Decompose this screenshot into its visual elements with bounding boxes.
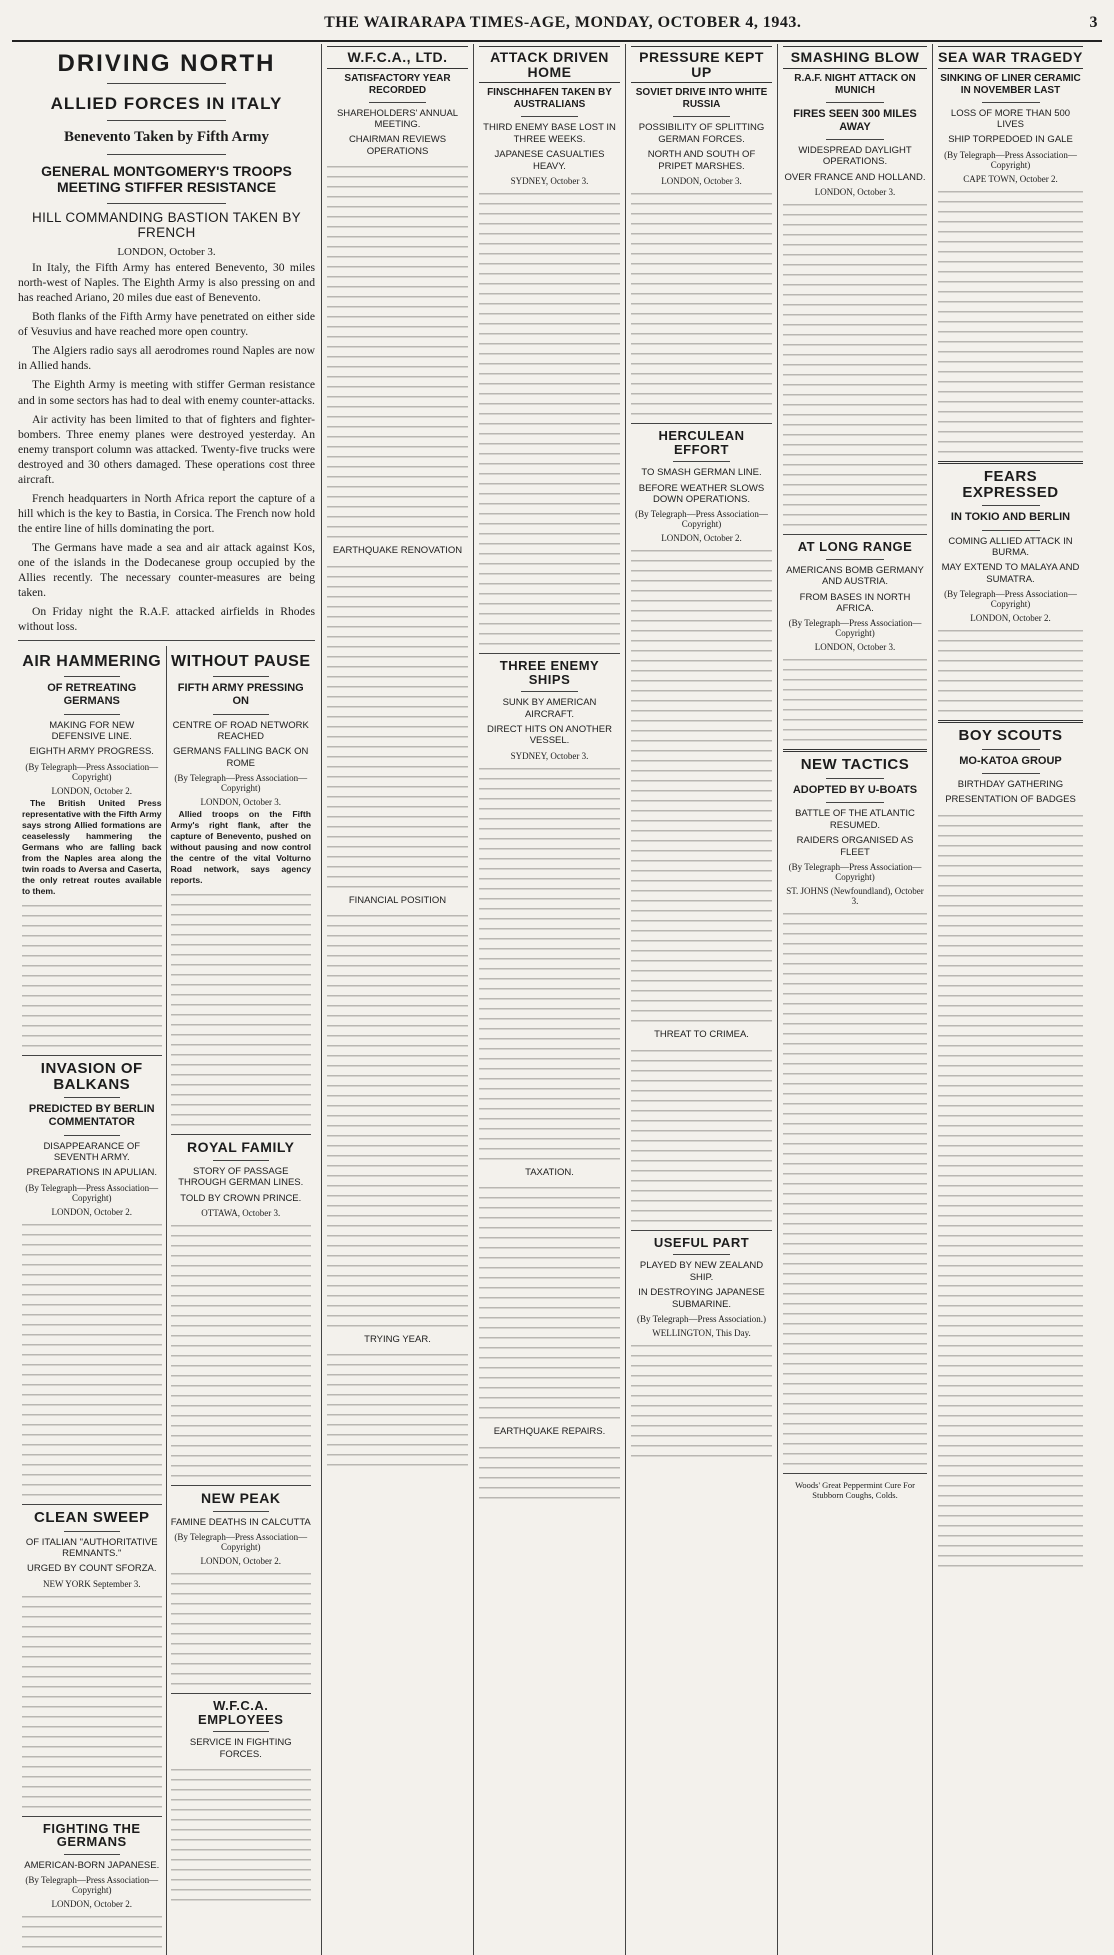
attack-sub2: THIRD ENEMY BASE LOST IN THREE WEEKS. (483, 122, 616, 145)
without-pause-sub2: CENTRE OF ROAD NETWORK REACHED (172, 719, 309, 742)
wfca-renovation: EARTHQUAKE RENOVATION (332, 545, 463, 557)
ships-title: THREE ENEMY SHIPS (499, 657, 600, 687)
ships-sub2: DIRECT HITS ON ANOTHER VESSEL. (487, 724, 612, 747)
sea-war-sub3: SHIP TORPEDOED IN GALE (948, 134, 1073, 146)
fighting-date: LONDON, October 2. (51, 1899, 132, 1910)
taxation: TAXATION. (525, 1166, 574, 1178)
new-tactics-sub: ADOPTED BY U-BOATS (792, 784, 918, 797)
text-block (327, 1349, 468, 1469)
fears-title: FEARS EXPRESSED (962, 467, 1059, 501)
wfca-sub: SATISFACTORY YEAR RECORDED (344, 72, 451, 96)
invasion-credit: (By Telegraph—Press Association—Copyright) (25, 1182, 159, 1203)
invasion-sub: PREDICTED BY BERLIN COMMENTATOR (28, 1103, 155, 1129)
sea-war-credit: (By Telegraph—Press Association—Copyright) (944, 149, 1077, 170)
text-block (171, 1764, 312, 1904)
lead-banner: DRIVING NORTH (57, 50, 276, 77)
air-body: The British United Press representative with the Fifth Army says strong Allied formations are ceaselessly hammering the Germans who are falling back from the Naples area along the twin roads to Aversa and Caserta, the only retreat routes available to them. (22, 797, 162, 896)
text-block (479, 188, 620, 648)
pressure-sub3: NORTH AND SOUTH OF PRIPET MARSHES. (647, 149, 756, 172)
sea-war-sub: SINKING OF LINER CERAMIC IN NOVEMBER LAST (940, 72, 1081, 96)
column-6 (778, 44, 933, 1955)
columns (12, 44, 1102, 1910)
invasion-title: INVASION OF BALKANS (40, 1059, 143, 1093)
herculean-date: LONDON, October 2. (661, 533, 742, 544)
royal-family-date: OTTAWA, October 3. (201, 1208, 281, 1219)
lead-para: The Eighth Army is meeting with stiffer German resistance and in some sectors has had to deal with enemy counter-attacks. (18, 378, 315, 407)
fears-sub3: MAY EXTEND TO MALAYA AND SUMATRA. (941, 562, 1080, 585)
ships-sub: SUNK BY AMERICAN AIRCRAFT. (502, 697, 597, 720)
long-range-credit: (By Telegraph—Press Association—Copyright) (788, 618, 922, 639)
text-block (938, 186, 1083, 456)
col2-articles (167, 646, 316, 1955)
new-tactics-sub2: BATTLE OF THE ATLANTIC RESUMED. (795, 808, 915, 831)
wfca-financial: FINANCIAL POSITION (348, 894, 447, 906)
wfca-trying-year: TRYING YEAR. (364, 1334, 431, 1346)
new-peak-title: NEW PEAK (201, 1490, 281, 1507)
text-block (22, 1911, 162, 1951)
lead-para: The Germans have made a sea and air attack against Kos, one of the islands in the Dodecanese group occupied by the Allies recently. The necessary counter-measures are being taken. (18, 541, 315, 600)
long-range-sub2: FROM BASES IN NORTH AFRICA. (799, 591, 911, 615)
without-pause-sub3: GERMANS FALLING BACK ON ROME (173, 746, 309, 769)
without-pause-date: LONDON, October 3. (200, 797, 281, 808)
lead-section (12, 44, 322, 1955)
attack-sub3: JAPANESE CASUALTIES HEAVY. (494, 149, 605, 172)
long-range-sub: AMERICANS BOMB GERMANY AND AUSTRIA. (786, 564, 924, 588)
lead-dateline: LONDON, October 3. (117, 246, 216, 258)
text-block (171, 889, 312, 1129)
wfca-sub2: SHAREHOLDERS' ANNUAL MEETING. (336, 107, 459, 131)
text-block (22, 1591, 162, 1811)
herculean-title: HERCULEAN EFFORT (658, 427, 745, 457)
text-block (631, 1045, 772, 1225)
text-block (783, 908, 927, 1468)
text-block (938, 625, 1083, 715)
scouts-sub: MO-KATOA GROUP (959, 754, 1062, 767)
clean-sweep-sub: OF ITALIAN "AUTHORITATIVE REMNANTS." (25, 1536, 158, 1559)
useful-part-sub: PLAYED BY NEW ZEALAND SHIP. (639, 1260, 764, 1283)
scouts-sub3: PRESENTATION OF BADGES (945, 794, 1076, 806)
pressure-sub2: POSSIBILITY OF SPLITTING GERMAN FORCES. (638, 122, 765, 145)
text-block (22, 900, 162, 1050)
new-peak-date: LONDON, October 2. (200, 1556, 281, 1567)
lead-sub1: Benevento Taken by Fifth Army (63, 129, 270, 145)
without-pause-credit: (By Telegraph—Press Association—Copyright) (174, 773, 308, 794)
smashing-sub4: OVER FRANCE AND HOLLAND. (784, 171, 926, 183)
lead-sub3: HILL COMMANDING BASTION TAKEN BY FRENCH (32, 210, 301, 240)
col1-articles (18, 646, 167, 1955)
scouts-sub2: BIRTHDAY GATHERING (957, 779, 1064, 791)
without-pause-sub: FIFTH ARMY PRESSING ON (177, 682, 304, 708)
new-tactics-credit: (By Telegraph—Press Association—Copyright) (788, 861, 922, 882)
useful-part-date: WELLINGTON, This Day. (652, 1327, 751, 1338)
attack-date: SYDNEY, October 3. (510, 175, 589, 186)
new-tactics-date: ST. JOHNS (Newfoundland), October 3. (786, 885, 924, 906)
royal-family-sub: STORY OF PASSAGE THROUGH GERMAN LINES. (178, 1165, 304, 1189)
text-block (171, 1568, 312, 1688)
masthead-title: THE WAIRARAPA TIMES-AGE, MONDAY, OCTOBER 4, 1943. (324, 14, 802, 31)
fighting-sub: AMERICAN-BORN JAPANESE. (24, 1860, 160, 1872)
herculean-sub: TO SMASH GERMAN LINE. (641, 467, 762, 479)
herculean-credit: (By Telegraph—Press Association—Copyright) (635, 509, 768, 530)
useful-part-sub2: IN DESTROYING JAPANESE SUBMARINE. (638, 1287, 765, 1310)
fears-sub2: COMING ALLIED ATTACK IN BURMA. (948, 535, 1073, 558)
air-sub: OF RETREATING GERMANS (47, 682, 137, 708)
fighting-title: FIGHTING THE GERMANS (42, 1820, 141, 1850)
attack-title: ATTACK DRIVEN HOME (479, 46, 620, 83)
herculean-sub2: BEFORE WEATHER SLOWS DOWN OPERATIONS. (638, 482, 765, 505)
text-block (479, 763, 620, 1163)
royal-family-title: ROYAL FAMILY (187, 1139, 295, 1156)
text-block (783, 199, 927, 529)
clean-sweep-date: NEW YORK September 3. (43, 1578, 141, 1589)
lead-subcolumns (18, 646, 315, 1955)
long-range-date: LONDON, October 3. (814, 642, 896, 653)
new-tactics-sub3: RAIDERS ORGANISED AS FLEET (796, 835, 914, 858)
page-number: 3 (1089, 14, 1098, 31)
new-peak-credit: (By Telegraph—Press Association—Copyright) (174, 1532, 308, 1553)
text-block (327, 561, 468, 891)
earthquake-repairs: EARTHQUAKE REPAIRS. (493, 1426, 606, 1438)
employees-title: W.F.C.A. EMPLOYEES (198, 1698, 284, 1727)
column-5 (626, 44, 778, 1955)
smashing-title: SMASHING BLOW (783, 46, 927, 69)
smashing-sub2: FIRES SEEN 300 MILES AWAY (793, 107, 917, 133)
lead-para: Air activity has been limited to that of fighters and fighter-bombers. Three enemy planes were destroyed yesterday. An enemy transport column was attacked. Twenty-five trucks were destroyed and 30 others damaged. These operations cost three aircraft. (18, 412, 315, 486)
fears-credit: (By Telegraph—Press Association—Copyright) (944, 589, 1077, 610)
text-block (327, 910, 468, 1330)
text-block (631, 188, 772, 418)
air-date: LONDON, October 2. (51, 785, 132, 796)
invasion-sub2: DISAPPEARANCE OF SEVENTH ARMY. (43, 1140, 141, 1164)
text-block (171, 1220, 312, 1480)
text-block (938, 810, 1083, 1570)
smashing-sub: R.A.F. NIGHT ATTACK ON MUNICH (794, 72, 916, 96)
useful-part-credit: (By Telegraph—Press Association.) (637, 1313, 766, 1324)
text-block (783, 654, 927, 744)
text-block (631, 545, 772, 1025)
air-sub3: EIGHTH ARMY PROGRESS. (29, 746, 154, 758)
clean-sweep-sub2: URGED BY COUNT SFORZA. (27, 1563, 157, 1575)
lead-para: Both flanks of the Fifth Army have penetrated on either side of Vesuvius and have reached more open country. (18, 310, 315, 339)
advertisement: Woods' Great Peppermint Cure For Stubborn Coughs, Colds. (795, 1479, 915, 1500)
attack-sub: FINSCHHAFEN TAKEN BY AUSTRALIANS (487, 87, 612, 111)
royal-family-sub2: TOLD BY CROWN PRINCE. (180, 1192, 302, 1204)
without-pause-lead: Allied troops on the Fifth Army's right flank, after the capture of Benevento, pushed on without pausing and now control the centre of the vital Volturno Road network, says agency reports. (170, 809, 311, 886)
pressure-sub: SOVIET DRIVE INTO WHITE RUSSIA (635, 87, 768, 111)
fears-sub: IN TOKIO AND BERLIN (950, 511, 1071, 524)
scouts-title: BOY SCOUTS (958, 727, 1063, 745)
smashing-sub3: WIDESPREAD DAYLIGHT OPERATIONS. (798, 145, 912, 168)
wfca-title: W.F.C.A., LTD. (327, 46, 468, 69)
masthead (12, 14, 1102, 42)
lead-para: On Friday night the R.A.F. attacked airfields in Rhodes without loss. (18, 605, 315, 634)
ships-date: SYDNEY, October 3. (510, 750, 589, 761)
sea-war-sub2: LOSS OF MORE THAN 500 LIVES (950, 107, 1071, 131)
lead-sub2: GENERAL MONTGOMERY'S TROOPS MEETING STIFFER RESISTANCE (41, 163, 292, 195)
pressure-date: LONDON, October 3. (661, 175, 742, 186)
column-4 (474, 44, 626, 1955)
fears-date: LONDON, October 2. (970, 613, 1051, 624)
new-tactics-title: NEW TACTICS (800, 756, 910, 774)
text-block (479, 1182, 620, 1422)
air-credit: (By Telegraph—Press Association—Copyright) (25, 761, 159, 782)
text-block (479, 1442, 620, 1502)
text-block (327, 161, 468, 541)
employees-sub: SERVICE IN FIGHTING FORCES. (189, 1737, 292, 1760)
air-sub2: MAKING FOR NEW DEFENSIVE LINE. (49, 719, 135, 742)
lead-para: The Algiers radio says all aerodromes round Naples are now in Allied hands. (18, 344, 315, 373)
useful-part-title: USEFUL PART (653, 1234, 750, 1250)
sea-war-title: SEA WAR TRAGEDY (938, 46, 1083, 69)
invasion-date: LONDON, October 2. (51, 1206, 132, 1217)
sea-war-date: CAPE TOWN, October 2. (963, 173, 1058, 184)
wfca-sub3: CHAIRMAN REVIEWS OPERATIONS (348, 134, 447, 157)
lead-para: French headquarters in North Africa report the capture of a hill which is the key to Bastia, in Corsica. The French now hold the entire line of hills dominating the port. (18, 491, 315, 535)
text-block (631, 1340, 772, 1460)
column-3 (322, 44, 474, 1955)
without-pause-title: WITHOUT PAUSE (170, 653, 311, 671)
new-peak-sub: FAMINE DEATHS IN CALCUTTA (170, 1516, 311, 1528)
air-title: AIR HAMMERING (22, 653, 162, 671)
fighting-credit: (By Telegraph—Press Association—Copyright) (25, 1875, 159, 1896)
column-7 (933, 44, 1088, 1955)
long-range-title: AT LONG RANGE (797, 539, 913, 555)
smashing-date: LONDON, October 3. (814, 187, 896, 198)
pressure-title: PRESSURE KEPT UP (631, 46, 772, 83)
threat-crimea: THREAT TO CRIMEA. (654, 1029, 749, 1041)
text-block (22, 1219, 162, 1499)
lead-headline: ALLIED FORCES IN ITALY (50, 94, 283, 113)
invasion-sub3: PREPARATIONS IN APULIAN. (26, 1167, 158, 1179)
lead-para: In Italy, the Fifth Army has entered Benevento, 30 miles north-west of Naples. The Eighth Army is also pressing on and has reached Ariano, 20 miles due east of Benevento. (18, 261, 315, 305)
clean-sweep-title: CLEAN SWEEP (33, 1508, 150, 1526)
